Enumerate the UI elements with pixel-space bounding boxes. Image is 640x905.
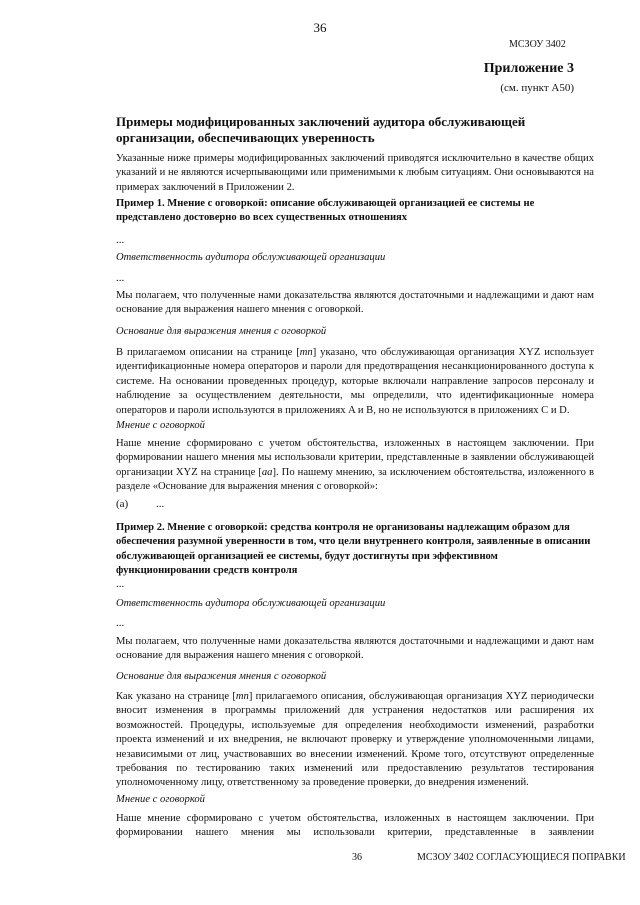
list-item-text: ... bbox=[156, 498, 165, 510]
appendix-reference: (см. пункт A50) bbox=[500, 82, 574, 94]
example-2-opinion-heading: Мнение с оговоркой bbox=[116, 794, 205, 805]
example-1-basis-heading: Основание для выражения мнения с оговоркой bbox=[116, 326, 327, 337]
page-placeholder: mn bbox=[299, 347, 313, 358]
example-2-basis-heading: Основание для выражения мнения с оговоркой bbox=[116, 671, 327, 682]
basis-text-start: Как указано на странице [ bbox=[116, 691, 236, 702]
example-1-opinion-paragraph bbox=[116, 437, 594, 495]
example-2-opinion-paragraph: Наше мнение сформировано с учетом обстоятельства, изложенных в настоящем заключении. При формировании нашего мнения мы использовали критерии, представленные в заявлении bbox=[116, 813, 594, 839]
example-2-ellipsis-mid: ... bbox=[116, 617, 125, 629]
example-2-evidence-paragraph: Мы полагаем, что полученные нами доказательства являются достаточными и надлежащими и дают нам основание для выражения нашего мнения с оговоркой. bbox=[116, 636, 594, 662]
example-1-evidence-paragraph: Мы полагаем, что полученные нами доказательства являются достаточными и надлежащими и дают нам основание для выражения нашего мнения с оговоркой. bbox=[116, 290, 594, 316]
page-number: 36 bbox=[313, 20, 327, 35]
example-2-heading: Пример 2. Мнение с оговоркой: средства контроля не организованы надлежащим образом для обеспечения разумной уверенности в том, что цели внутреннего контроля, заявленные в описании обслуживающей организацией ее системы, будут достигнуты при эффективном функционировании средств контроля bbox=[116, 522, 591, 577]
document-code: МСЗОУ 3402 bbox=[509, 39, 566, 50]
example-1-basis-paragraph bbox=[116, 346, 594, 418]
basis-text-end: ] указано, что обслуживающая организация XYZ использует идентификационные номера операторов и пароли для предотвращения несанкционированного доступа к системе. На основании проведенных процедур, которые включали направление запросов персоналу и наблюдение за осуществлением деятельности, мы определили, что идентификационные номера операторов и пароли используются в приложениях A и B, но не используются в приложениях C и D. bbox=[116, 347, 594, 416]
page-placeholder: aa bbox=[261, 466, 273, 478]
opinion-text-end: ]. По нашему мнению, за исключением обстоятельства, изложенного в разделе «Основание для выражения мнения с оговоркой»: bbox=[116, 466, 594, 493]
page-placeholder: mn bbox=[235, 691, 249, 702]
example-1-heading: Пример 1. Мнение с оговоркой: описание обслуживающей организацией ее системы не представлено достоверно во всех существенных отношениях bbox=[116, 198, 535, 224]
example-1-ellipsis-mid: ... bbox=[116, 272, 125, 284]
example-1-ellipsis-top: ... bbox=[116, 234, 125, 246]
example-1-responsibility-heading: Ответственность аудитора обслуживающей организации bbox=[116, 252, 386, 263]
appendix-title: Приложение 3 bbox=[483, 61, 574, 76]
example-1-list-item bbox=[116, 498, 165, 510]
example-2-ellipsis-top: ... bbox=[116, 578, 125, 590]
example-1-opinion-heading: Мнение с оговоркой bbox=[116, 420, 205, 431]
section-title: Примеры модифицированных заключений аудитора обслуживающей организации, обеспечивающих уверенность bbox=[116, 114, 526, 145]
example-2-responsibility-heading: Ответственность аудитора обслуживающей организации bbox=[116, 598, 386, 609]
opinion-text-start: Наше мнение сформировано с учетом обстоятельства, изложенных в настоящем заключении. При формировании нашего мнения мы использовали критерии, представленные в заявлении обслуживающей организации XYZ на странице [ bbox=[116, 438, 594, 478]
footer-text: МСЗОУ 3402 СОГЛАСУЮЩИЕСЯ ПОПРАВКИ bbox=[417, 852, 626, 863]
footer-page-number: 36 bbox=[352, 852, 362, 863]
basis-text-start: В прилагаемом описании на странице [ bbox=[116, 347, 300, 358]
basis-text-end: ] прилагаемого описания, обслуживающая организация XYZ периодически вносит изменения в программы приложений для устранения недостатков или расширения их возможностей. Процедуры, используемые для определения необходимости изменений, разработки проекта изменений и их внедрения, не включают проверку и утверждение уполномоченными лицами, независимыми от лиц, участвовавших во внесении изменений. Кроме того, отсутствуют определенные требования по тестированию таких изменений или предоставлению результатов тестирования уполномоченному лицу, ответственному за проведение проверки, до внедрения изменений. bbox=[116, 691, 594, 789]
intro-paragraph: Указанные ниже примеры модифицированных заключений приводятся исключительно в качестве общих указаний и не являются исчерпывающими или применимыми к любым ситуациям. Они основываются на примерах заключений в Приложении 2. bbox=[116, 153, 594, 193]
example-2-basis-paragraph bbox=[116, 690, 594, 791]
list-item-label: (a) bbox=[116, 498, 129, 510]
